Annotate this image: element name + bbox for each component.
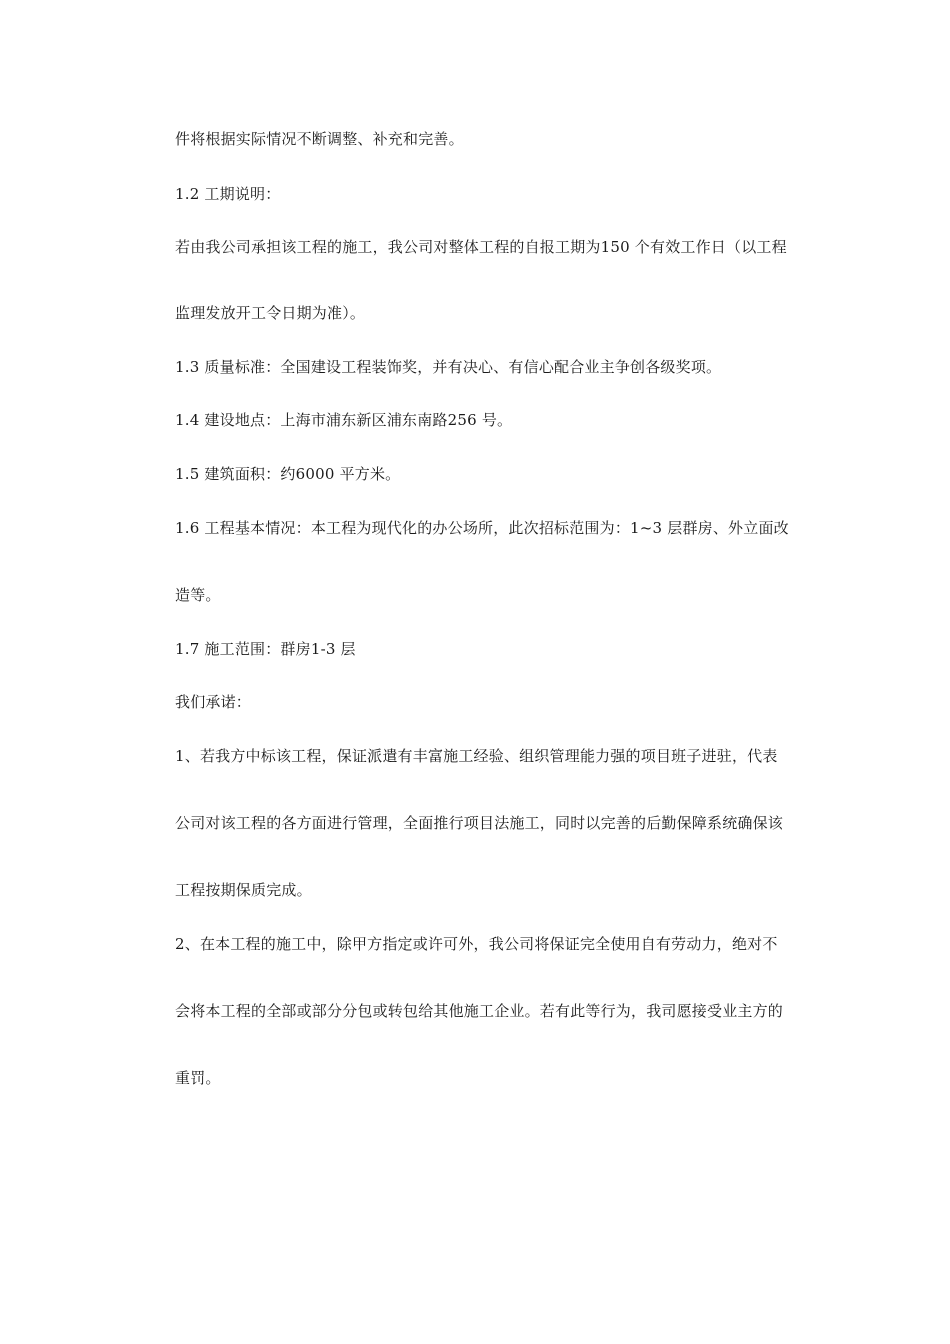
section-item-1-4: 1.4 建设地点：上海市浦东新区浦东南路256 号。 [175,411,513,429]
paragraph-line: 重罚。 [175,1069,221,1087]
paragraph-line: 件将根据实际情况不断调整、补充和完善。 [175,130,464,148]
paragraph-line: 监理发放开工令日期为准）。 [175,304,366,322]
section-item-1-6: 1.6 工程基本情况：本工程为现代化的办公场所，此次招标范围为：1~3 层群房、外立面改 [175,519,789,537]
section-heading-1-2: 1.2 工期说明： [175,185,281,203]
section-item-1-7: 1.7 施工范围：群房1-3 层 [175,640,356,658]
paragraph-line: 造等。 [175,586,221,604]
paragraph-line: 工程按期保质完成。 [175,881,312,899]
section-item-1-5: 1.5 建筑面积：约6000 平方米。 [175,465,401,483]
commitment-heading: 我们承诺： [175,693,252,711]
commitment-item-1: 1、若我方中标该工程，保证派遣有丰富施工经验、组织管理能力强的项目班子进驻，代表 [175,747,778,765]
commitment-item-2: 2、在本工程的施工中，除甲方指定或许可外，我公司将保证完全使用自有劳动力，绝对不 [175,935,778,953]
section-item-1-3: 1.3 质量标准：全国建设工程装饰奖，并有决心、有信心配合业主争创各级奖项。 [175,358,722,376]
paragraph-line: 公司对该工程的各方面进行管理，全面推行项目法施工，同时以完善的后勤保障系统确保该 [175,814,784,832]
paragraph-line: 会将本工程的全部或部分分包或转包给其他施工企业。若有此等行为，我司愿接受业主方的 [175,1002,784,1020]
paragraph-line: 若由我公司承担该工程的施工，我公司对整体工程的自报工期为150 个有效工作日（以工程 [175,238,787,256]
